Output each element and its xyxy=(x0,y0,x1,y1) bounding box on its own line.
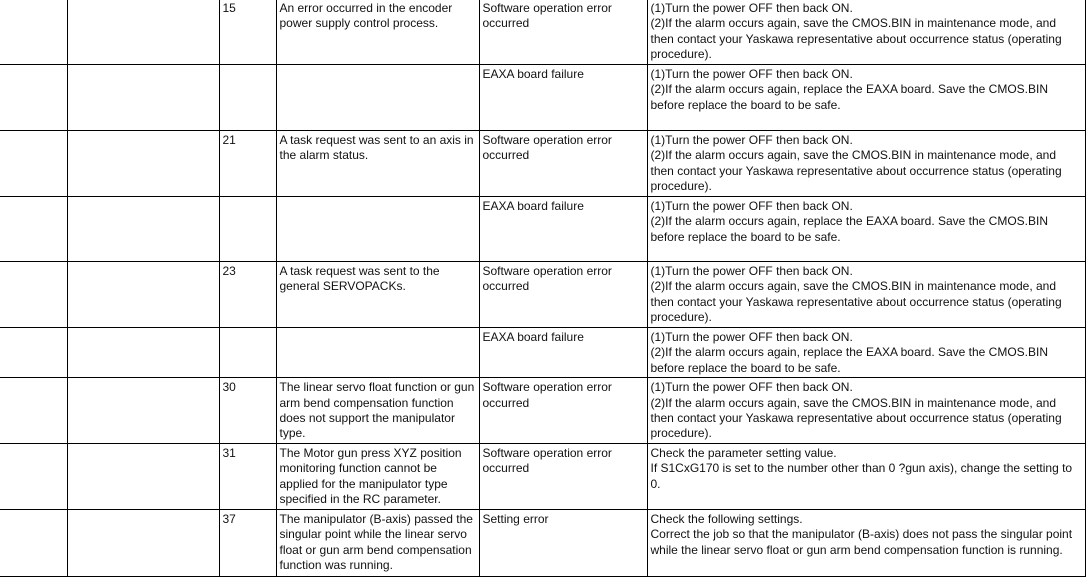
alarm-number-cell xyxy=(0,65,67,131)
table-row xyxy=(0,509,1085,576)
alarm-number-cell xyxy=(0,378,67,444)
sub-code-cell xyxy=(219,197,276,262)
cause-text: Software operation error occurred xyxy=(482,133,612,163)
meaning-cell xyxy=(276,378,479,444)
cause-text: Software operation error occurred xyxy=(482,1,612,31)
table-row xyxy=(0,378,1085,444)
remedy-line: (2)If the alarm occurs again, save the CMOS.BIN in maintenance mode, and then contact your Yaskawa representative about occurrence status (operating procedure). xyxy=(650,395,1062,441)
remedy-line: (1)Turn the power OFF then back ON. xyxy=(650,264,853,278)
meaning-text: The Motor gun press XYZ position monitoring function cannot be applied for the manipulator type specified in the RC parameter. xyxy=(279,445,462,507)
remedy-line: (1)Turn the power OFF then back ON. xyxy=(650,133,853,147)
sub-code-cell xyxy=(219,131,276,197)
remedy-cell xyxy=(647,509,1085,576)
remedy-cell xyxy=(647,131,1085,197)
cause-cell xyxy=(479,0,647,65)
meaning-text: A task request was sent to an axis in the alarm status. xyxy=(279,133,474,163)
remedy-line: (2)If the alarm occurs again, replace the EAXA board. Save the CMOS.BIN before replace the board to be safe. xyxy=(650,214,1049,244)
cause-text: EAXA board failure xyxy=(482,67,584,81)
remedy-line: (1)Turn the power OFF then back ON. xyxy=(650,330,853,344)
meaning-text: An error occurred in the encoder power supply control process. xyxy=(279,1,453,31)
remedy-cell xyxy=(647,0,1085,65)
table-row xyxy=(0,197,1085,262)
sub-code: 15 xyxy=(222,1,236,15)
remedy-line: (2)If the alarm occurs again, save the CMOS.BIN in maintenance mode, and then contact your Yaskawa representative about occurrence status (operating procedure). xyxy=(650,279,1062,325)
sub-code-cell xyxy=(219,509,276,576)
remedy-line: (2)If the alarm occurs again, replace the EAXA board. Save the CMOS.BIN before replace the board to be safe. xyxy=(650,345,1049,375)
sub-code: 30 xyxy=(222,380,236,395)
remedy-line: (2)If the alarm occurs again, save the CMOS.BIN in maintenance mode, and then contact your Yaskawa representative about occurrence status (operating procedure). xyxy=(650,16,1062,62)
meaning-cell xyxy=(276,262,479,328)
remedy-line: (1)Turn the power OFF then back ON. xyxy=(650,1,853,15)
remedy-cell xyxy=(647,443,1085,509)
alarm-name-cell xyxy=(67,131,219,197)
remedy-line: If S1CxG170 is set to the number other than 0 ?gun axis), change the setting to 0. xyxy=(650,461,1073,491)
remedy-line: (1)Turn the power OFF then back ON. xyxy=(650,380,853,395)
remedy-line: Check the parameter setting value. xyxy=(650,445,837,460)
remedy-line: (1)Turn the power OFF then back ON. xyxy=(650,199,853,213)
alarm-number-cell xyxy=(0,509,67,576)
alarm-number-cell xyxy=(0,197,67,262)
alarm-name-cell xyxy=(67,443,219,509)
alarm-number-cell xyxy=(0,0,67,65)
remedy-cell xyxy=(647,65,1085,131)
alarm-number-cell xyxy=(0,131,67,197)
alarm-name-cell xyxy=(67,197,219,262)
table-row xyxy=(0,0,1085,65)
cause-cell xyxy=(479,509,647,576)
table-row xyxy=(0,328,1085,378)
sub-code: 37 xyxy=(222,511,236,526)
meaning-text: The manipulator (B-axis) passed the singular point while the linear servo float or gun arm bend compensation function was running. xyxy=(279,511,473,573)
remedy-cell xyxy=(647,378,1085,444)
sub-code-cell xyxy=(219,328,276,378)
cause-cell xyxy=(479,197,647,262)
table-row xyxy=(0,131,1085,197)
sub-code-cell xyxy=(219,443,276,509)
cause-cell xyxy=(479,378,647,444)
meaning-cell xyxy=(276,328,479,378)
alarm-number-cell xyxy=(0,443,67,509)
meaning-cell xyxy=(276,65,479,131)
meaning-text: A task request was sent to the general SERVOPACKs. xyxy=(279,264,440,294)
remedy-cell xyxy=(647,197,1085,262)
table-row xyxy=(0,65,1085,131)
remedy-line: Correct the job so that the manipulator (B-axis) does not pass the singular point while the linear servo float or gun arm bend compensation function is running. xyxy=(650,527,1073,557)
meaning-cell xyxy=(276,443,479,509)
table-row xyxy=(0,443,1085,509)
sub-code: 23 xyxy=(222,264,236,278)
sub-code-cell xyxy=(219,262,276,328)
alarm-number-cell xyxy=(0,262,67,328)
sub-code-cell xyxy=(219,378,276,444)
cause-text: Software operation error occurred xyxy=(482,445,612,476)
alarm-number-cell xyxy=(0,328,67,378)
remedy-line: (2)If the alarm occurs again, replace the EAXA board. Save the CMOS.BIN before replace the board to be safe. xyxy=(650,82,1049,112)
alarm-name-cell xyxy=(67,328,219,378)
cause-text: Software operation error occurred xyxy=(482,380,612,410)
alarm-name-cell xyxy=(67,378,219,444)
cause-text: EAXA board failure xyxy=(482,199,584,213)
sub-code-cell xyxy=(219,0,276,65)
alarm-name-cell xyxy=(67,509,219,576)
remedy-cell xyxy=(647,328,1085,378)
remedy-cell xyxy=(647,262,1085,328)
cause-cell xyxy=(479,443,647,509)
meaning-cell xyxy=(276,197,479,262)
cause-text: EAXA board failure xyxy=(482,330,584,344)
alarm-name-cell xyxy=(67,65,219,131)
remedy-line: (1)Turn the power OFF then back ON. xyxy=(650,67,853,81)
meaning-cell xyxy=(276,0,479,65)
sub-code: 21 xyxy=(222,133,236,147)
sub-code: 31 xyxy=(222,445,236,460)
meaning-cell xyxy=(276,131,479,197)
alarm-name-cell xyxy=(67,0,219,65)
sub-code-cell xyxy=(219,65,276,131)
cause-cell xyxy=(479,262,647,328)
cause-cell xyxy=(479,65,647,131)
table-row xyxy=(0,262,1085,328)
cause-cell xyxy=(479,131,647,197)
meaning-cell xyxy=(276,509,479,576)
meaning-text: The linear servo float function or gun arm bend compensation function does not support the manipulator type. xyxy=(279,380,475,441)
cause-text: Setting error xyxy=(482,511,549,526)
alarm-name-cell xyxy=(67,262,219,328)
cause-cell xyxy=(479,328,647,378)
cause-text: Software operation error occurred xyxy=(482,264,612,294)
remedy-line: (2)If the alarm occurs again, save the CMOS.BIN in maintenance mode, and then contact your Yaskawa representative about occurrence status (operating procedure). xyxy=(650,148,1062,194)
remedy-line: Check the following settings. xyxy=(650,511,803,526)
